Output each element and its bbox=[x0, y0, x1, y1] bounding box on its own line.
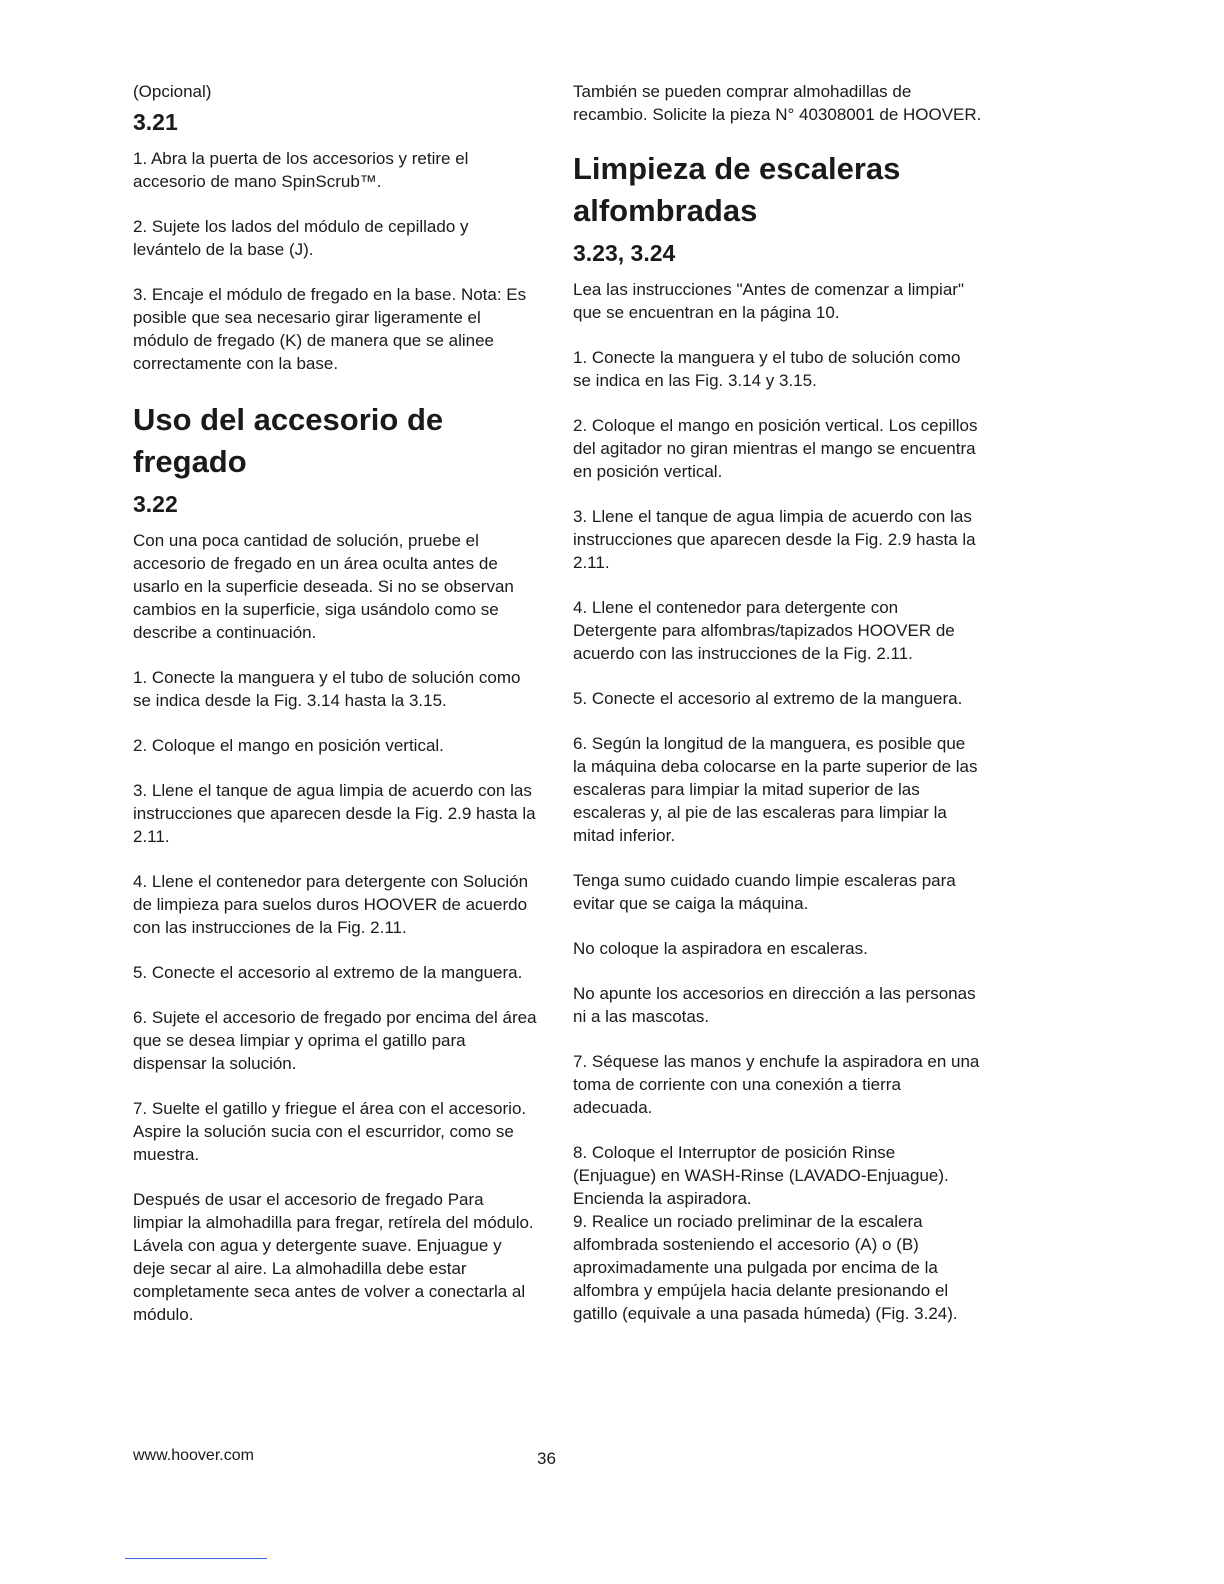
replacement-pads-paragraph: También se pueden comprar almohadillas de recambio. Solicite la pieza N° 40308001 de HOOVER. bbox=[573, 82, 982, 124]
stairs-step-9: 9. Realice un rociado preliminar de la escalera alfombrada sosteniendo el accesorio (A) o (B) aproximadamente una pulgada por encima de la alfombra y empújela hacia delante presionando el gatillo (equivale a una pasada húmeda) (Fig. 3.24). bbox=[573, 1212, 958, 1323]
step-3-21-3: 3. Encaje el módulo de fregado en la base. Nota: Es posible que sea necesario girar ligeramente el módulo de fregado (K) de manera que se alinee correctamente con la base. bbox=[133, 285, 527, 373]
section-number-3-22: 3.22 bbox=[133, 491, 178, 517]
stairs-step-3: 3. Llene el tanque de agua limpia de acuerdo con las instrucciones que aparecen desde la Fig. 2.9 hasta la 2.11. bbox=[573, 507, 976, 572]
right-column bbox=[573, 80, 983, 1325]
stairs-step-4: 4. Llene el contenedor para detergente con Detergente para alfombras/tapizados HOOVER de acuerdo con las instrucciones de la Fig. 2.11. bbox=[573, 598, 955, 663]
stairs-step-2: 2. Coloque el mango en posición vertical. Los cepillos del agitador no giran mientras el mango se encuentra en posición vertical. bbox=[573, 416, 978, 481]
step-3-22-6: 6. Sujete el accesorio de fregado por encima del área que se desea limpiar y oprima el gatillo para dispensar la solución. bbox=[133, 1008, 537, 1073]
warning-no-point: No apunte los accesorios en dirección a las personas ni a las mascotas. bbox=[573, 984, 976, 1026]
footer-url: www.hoover.com bbox=[133, 1447, 254, 1464]
step-3-21-2: 2. Sujete los lados del módulo de cepillado y levántelo de la base (J). bbox=[133, 217, 469, 259]
caution-paragraph: Tenga sumo cuidado cuando limpie escaleras para evitar que se caiga la máquina. bbox=[573, 871, 956, 913]
step-3-22-2: 2. Coloque el mango en posición vertical. bbox=[133, 736, 444, 755]
stairs-step-8: 8. Coloque el Interruptor de posición Rinse (Enjuague) en WASH-Rinse (LAVADO-Enjuague). Encienda la aspiradora. bbox=[573, 1143, 949, 1208]
step-3-21-1: 1. Abra la puerta de los accesorios y retire el accesorio de mano SpinScrub™. bbox=[133, 149, 469, 191]
stairs-step-7: 7. Séquese las manos y enchufe la aspiradora en una toma de corriente con una conexión a tierra adecuada. bbox=[573, 1052, 980, 1117]
stairs-step-5: 5. Conecte el accesorio al extremo de la manguera. bbox=[573, 689, 963, 708]
section-number-3-23-3-24: 3.23, 3.24 bbox=[573, 240, 676, 266]
intro-paragraph: Con una poca cantidad de solución, pruebe el accesorio de fregado en un área oculta antes de usarlo en la superficie deseada. Si no se observan cambios en la superficie, siga usándolo como se describe a continuación. bbox=[133, 531, 514, 642]
read-instructions-paragraph: Lea las instrucciones "Antes de comenzar a limpiar" que se encuentran en la página 10. bbox=[573, 280, 964, 322]
step-3-22-4: 4. Llene el contenedor para detergente con Solución de limpieza para suelos duros HOOVER de acuerdo con las instrucciones de la Fig. 2.11. bbox=[133, 872, 529, 937]
step-3-22-7: 7. Suelte el gatillo y friegue el área con el accesorio. Aspire la solución sucia con el escurridor, como se muestra. bbox=[133, 1099, 527, 1164]
left-column bbox=[133, 80, 538, 1326]
section-number-3-21: 3.21 bbox=[133, 109, 178, 135]
heading-uso-accesorio-fregado: Uso del accesorio de fregado bbox=[133, 402, 444, 479]
optional-label: (Opcional) bbox=[133, 82, 212, 101]
after-use-paragraph: Después de usar el accesorio de fregado Para limpiar la almohadilla para fregar, retírela del módulo. Lávela con agua y detergente suave. Enjuague y deje secar al aire. La almohadilla debe estar completamente seca antes de volver a conectarla al módulo. bbox=[133, 1190, 534, 1324]
heading-limpieza-escaleras: Limpieza de escaleras alfombradas bbox=[573, 151, 901, 228]
warning-no-stairs: No coloque la aspiradora en escaleras. bbox=[573, 939, 868, 958]
step-3-22-3: 3. Llene el tanque de agua limpia de acuerdo con las instrucciones que aparecen desde la Fig. 2.9 hasta la 2.11. bbox=[133, 781, 536, 846]
stairs-step-6: 6. Según la longitud de la manguera, es posible que la máquina deba colocarse en la parte superior de las escaleras para limpiar la mitad superior de las escaleras y, al pie de las escaleras para limpiar la mitad inferior. bbox=[573, 734, 978, 845]
step-3-22-5: 5. Conecte el accesorio al extremo de la manguera. bbox=[133, 963, 523, 982]
step-3-22-1: 1. Conecte la manguera y el tubo de solución como se indica desde la Fig. 3.14 hasta la 3.15. bbox=[133, 668, 521, 710]
stairs-step-1: 1. Conecte la manguera y el tubo de solución como se indica en las Fig. 3.14 y 3.15. bbox=[573, 348, 961, 390]
page-number: 36 bbox=[537, 1449, 556, 1468]
bottom-rule bbox=[125, 1558, 267, 1559]
